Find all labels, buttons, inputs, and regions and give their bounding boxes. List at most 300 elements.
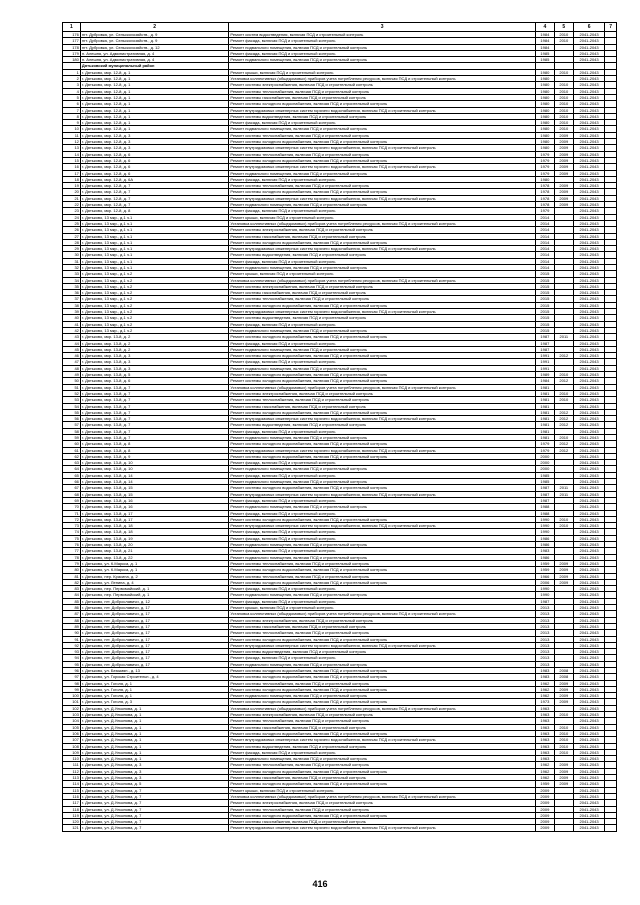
row-number: 67 — [63, 485, 81, 491]
work-type-cell: Ремонт системы теплоснабжения, включая ПСД и строительный контроль — [229, 132, 535, 138]
build-year-cell: 2009 — [535, 806, 554, 812]
repair-period-cell: 2041-2043 — [573, 598, 605, 604]
repair-period-cell: 2041-2043 — [573, 510, 605, 516]
row-number: 103 — [63, 712, 81, 718]
row-number: 117 — [63, 800, 81, 806]
work-type-cell: Установка коллективных (общедомовых) приборов учета потребления ресурсов, включая ПСД и строительный контроль — [229, 793, 535, 799]
repair-period-cell: 2041-2043 — [573, 384, 605, 390]
work-type-cell: Ремонт системы газоснабжения, включая ПСД и строительный контроль — [229, 94, 535, 100]
build-year-cell: 2014 — [535, 214, 554, 220]
repair-period-cell: 2041-2043 — [573, 781, 605, 787]
build-year-cell: 1980 — [535, 69, 554, 75]
build-year-cell: 1985 — [535, 50, 554, 56]
work-type-cell: Ремонт системы теплоснабжения, включая ПСД и строительный контроль — [229, 718, 535, 724]
row-number: 12 — [63, 139, 81, 145]
build-year-cell: 1980 — [535, 126, 554, 132]
work-type-cell: Ремонт фасада, включая ПСД и строительный контроль — [229, 50, 535, 56]
row-number: 15 — [63, 157, 81, 163]
address-cell: г. Дятьково, ул. Д.Ульянова, д. 7 — [80, 825, 229, 831]
row-number: 53 — [63, 397, 81, 403]
address-cell: г. Дятьково, мкр. 13-й, д. 8 — [80, 447, 229, 453]
last-repair-year-cell: 2009 — [554, 699, 573, 705]
repair-period-cell: 2041-2043 — [573, 227, 605, 233]
build-year-cell: 1980 — [535, 132, 554, 138]
last-repair-year-cell: 2009 — [554, 686, 573, 692]
row-number: 86 — [63, 605, 81, 611]
last-repair-year-cell: 2010 — [554, 435, 573, 441]
address-cell: г. Дятьково, мкр. 12-й, д. 7 — [80, 195, 229, 201]
row-number: 29 — [63, 246, 81, 252]
repair-period-cell: 2041-2043 — [573, 283, 605, 289]
build-year-cell: 2015 — [535, 277, 554, 283]
address-cell: г. Дятьково, пгт. Доброславичи, д. 17 — [80, 655, 229, 661]
work-type-cell: Ремонт подвального помещения, включая ПСД и строительный контроль — [229, 327, 535, 333]
build-year-cell: 1987 — [535, 491, 554, 497]
build-year-cell: 2015 — [535, 315, 554, 321]
address-cell: г. Дятьково, мкр. 12-й, д. 6 — [80, 151, 229, 157]
address-cell: г. Дятьково, ул. Гоголя, д. 1 — [80, 693, 229, 699]
address-cell: г. Дятьково, мкр. 13-й, д. 18 — [80, 523, 229, 529]
work-type-cell: Установка коллективных (общедомовых) приборов учета потребления ресурсов, включая ПСД и строительный контроль — [229, 384, 535, 390]
address-cell: пгт. Дубровка, ул. Сельскохозяйств., д. 9 — [80, 32, 229, 38]
build-year-cell: 1963 — [535, 749, 554, 755]
work-type-cell: Ремонт фасада, включая ПСД и строительный контроль — [229, 258, 535, 264]
last-repair-year-cell: 2008 — [554, 667, 573, 673]
work-type-cell: Ремонт крыши, включая ПСД и строительный контроль — [229, 271, 535, 277]
address-cell: г. Дятьково, мкр. 12-й, д. 3 — [80, 145, 229, 151]
repair-period-cell: 2041-2043 — [573, 139, 605, 145]
last-repair-year-cell: 2009 — [554, 775, 573, 781]
work-type-cell: Ремонт системы теплоснабжения, включая ПСД и строительный контроль — [229, 680, 535, 686]
address-cell: пгт. Дубровка, ул. Сельскохозяйств., д. 9 — [80, 38, 229, 44]
repair-period-cell: 2041-2043 — [573, 586, 605, 592]
address-cell: г. Дятьково, ул. Д.Ульянова, д. 1 — [80, 705, 229, 711]
header-col-3: 3 — [229, 23, 535, 32]
address-cell: г. Дятьково, мкр. 13-й, д. 17 — [80, 510, 229, 516]
row-number: 101 — [63, 699, 81, 705]
row-number: 56 — [63, 416, 81, 422]
build-year-cell: 1981 — [535, 422, 554, 428]
address-cell: г. Дятьково, ул. Безымян., д. 13 — [80, 667, 229, 673]
address-cell: г. Дятьково, мкр. 12-й, д. 8 — [80, 208, 229, 214]
work-type-cell: Ремонт подвального помещения, включая ПСД и строительный контроль — [229, 170, 535, 176]
repair-period-cell: 2041-2043 — [573, 246, 605, 252]
repair-period-cell: 2041-2043 — [573, 762, 605, 768]
last-repair-year-cell: 2009 — [554, 195, 573, 201]
last-repair-year-cell: 2008 — [554, 674, 573, 680]
work-type-cell: Ремонт системы холодного водоснабжения, включая ПСД и строительный контроль — [229, 667, 535, 673]
repair-period-cell: 2041-2043 — [573, 743, 605, 749]
repair-period-cell: 2041-2043 — [573, 825, 605, 831]
row-number: 59 — [63, 435, 81, 441]
build-year-cell: 1990 — [535, 523, 554, 529]
address-cell: г. Дятьково, мкр. 13-й, д. 14 — [80, 479, 229, 485]
build-year-cell: 1983 — [535, 548, 554, 554]
work-type-cell: Ремонт системы газоснабжения, включая ПСД и строительный контроль — [229, 775, 535, 781]
repair-period-cell: 2041-2043 — [573, 176, 605, 182]
build-year-cell: 2014 — [535, 258, 554, 264]
address-cell: г. Дятьково, мкр. 13-й, д. 15 — [80, 485, 229, 491]
row-number: 5 — [63, 94, 81, 100]
work-type-cell: Ремонт системы теплоснабжения, включая ПСД и строительный контроль — [229, 560, 535, 566]
last-repair-year-cell: 2009 — [554, 680, 573, 686]
build-year-cell: 2014 — [535, 252, 554, 258]
build-year-cell: 1963 — [535, 724, 554, 730]
address-cell: г. Дятьково, мкр. 12-й, д. 6 — [80, 157, 229, 163]
address-cell: г. Дятьково, ул. Д.Ульянова, д. 1 — [80, 749, 229, 755]
repair-period-cell: 2041-2043 — [573, 712, 605, 718]
work-type-cell: Ремонт фасада, включая ПСД и строительный контроль — [229, 176, 535, 182]
work-type-cell: Ремонт внутридомовых инженерных систем горячего водоснабжения, включая ПСД и строительный контроль — [229, 737, 535, 743]
build-year-cell: 2009 — [535, 819, 554, 825]
row-number: 95 — [63, 661, 81, 667]
build-year-cell: 1962 — [535, 762, 554, 768]
work-type-cell: Ремонт системы электроснабжения, включая ПСД и строительный контроль — [229, 712, 535, 718]
address-cell: г. Дятьково, 13 мкр., д.1 ч.2 — [80, 315, 229, 321]
address-cell: г. Дятьково, пгт. Доброславичи, д. 17 — [80, 605, 229, 611]
address-cell: г. Дятьково, пгт. Доброславичи, д. 17 — [80, 642, 229, 648]
build-year-cell: 2014 — [535, 239, 554, 245]
last-repair-year-cell: 2010 — [554, 32, 573, 38]
build-year-cell: 2014 — [535, 220, 554, 226]
work-type-cell: Установка коллективных (общедомовых) приборов учета потребления ресурсов, включая ПСД и строительный контроль — [229, 277, 535, 283]
work-type-cell: Ремонт системы электроснабжения, включая ПСД и строительный контроль — [229, 800, 535, 806]
repair-period-cell: 2041-2043 — [573, 397, 605, 403]
address-cell: г. Дятьково, 13 мкр., д.1 ч.1 — [80, 233, 229, 239]
address-cell: г. Дятьково, пгт. Доброславичи, д. 12 — [80, 598, 229, 604]
row-number: 23 — [63, 208, 81, 214]
build-year-cell: 1986 — [535, 535, 554, 541]
work-type-cell: Ремонт фасада, включая ПСД и строительный контроль — [229, 359, 535, 365]
build-year-cell: 2015 — [535, 321, 554, 327]
work-type-cell: Ремонт системы газоснабжения, включая ПСД и строительный контроль — [229, 403, 535, 409]
work-type-cell: Ремонт системы холодного водоснабжения, включая ПСД и строительный контроль — [229, 674, 535, 680]
repair-period-cell: 2041-2043 — [573, 674, 605, 680]
work-type-cell: Ремонт внутридомовых инженерных систем горячего водоснабжения, включая ПСД и строительный контроль — [229, 309, 535, 315]
work-type-cell: Ремонт системы холодного водоснабжения, включая ПСД и строительный контроль — [229, 334, 535, 340]
repair-period-cell: 2041-2043 — [573, 340, 605, 346]
repair-period-cell: 2041-2043 — [573, 730, 605, 736]
work-type-cell: Ремонт системы электроснабжения, включая ПСД и строительный контроль — [229, 283, 535, 289]
page-number: 416 — [312, 879, 328, 889]
row-number: 115 — [63, 787, 81, 793]
work-type-cell: Ремонт системы холодного водоснабжения, включая ПСД и строительный контроль — [229, 409, 535, 415]
work-type-cell: Ремонт внутридомовых инженерных систем горячего водоснабжения, включая ПСД и строительный контроль — [229, 447, 535, 453]
work-type-cell: Ремонт системы водоотведения, включая ПСД и строительный контроль — [229, 422, 535, 428]
address-cell: г. Дятьково, мкр. 12-й, д. 1 — [80, 101, 229, 107]
repair-period-cell: 2041-2043 — [573, 302, 605, 308]
last-repair-year-cell: 2009 — [554, 132, 573, 138]
work-type-cell: Ремонт систем водоотведения, включая ПСД и строительный контроль — [229, 32, 535, 38]
row-number: 38 — [63, 302, 81, 308]
repair-period-cell: 2041-2043 — [573, 667, 605, 673]
address-cell: г. Дятьково, ул. Ленина, д. 4 — [80, 579, 229, 585]
repair-period-cell: 2041-2043 — [573, 800, 605, 806]
build-year-cell: 1981 — [535, 416, 554, 422]
build-year-cell: 1979 — [535, 208, 554, 214]
build-year-cell: 1959 — [535, 781, 554, 787]
work-type-cell: Ремонт системы холодного водоснабжения, включая ПСД и строительный контроль — [229, 686, 535, 692]
work-type-cell: Ремонт системы теплоснабжения, включая ПСД и строительный контроль — [229, 296, 535, 302]
build-year-cell: 1981 — [535, 390, 554, 396]
build-year-cell: 2013 — [535, 630, 554, 636]
build-year-cell: 2013 — [535, 655, 554, 661]
work-type-cell: Ремонт внутридомовых инженерных систем горячего водоснабжения, включая ПСД и строительный контроль — [229, 825, 535, 831]
row-number: 31 — [63, 258, 81, 264]
build-year-cell: 2015 — [535, 327, 554, 333]
repair-period-cell: 2041-2043 — [573, 567, 605, 573]
row-number: 119 — [63, 812, 81, 818]
address-cell: г. Дятьково, мкр. 12-й, д. 6 — [80, 170, 229, 176]
last-repair-year-cell: 2010 — [554, 101, 573, 107]
row-number: 11 — [63, 132, 81, 138]
work-type-cell: Установка коллективных (общедомовых) приборов учета потребления ресурсов, включая ПСД и строительный контроль — [229, 705, 535, 711]
work-type-cell: Ремонт системы холодного водоснабжения, включая ПСД и строительный контроль — [229, 516, 535, 522]
repair-period-cell: 2041-2043 — [573, 516, 605, 522]
repair-period-cell: 2041-2043 — [573, 359, 605, 365]
repair-period-cell: 2041-2043 — [573, 403, 605, 409]
row-number: 2 — [63, 76, 81, 82]
address-cell: г. Дятьково, мкр. 13-й, д. 8 — [80, 441, 229, 447]
address-cell: п. Алешня, ул. Административная, д. 4 — [80, 50, 229, 56]
work-type-cell: Ремонт системы холодного водоснабжения, включая ПСД и строительный контроль — [229, 567, 535, 573]
build-year-cell: 1990 — [535, 516, 554, 522]
build-year-cell: 1984 — [535, 38, 554, 44]
address-cell: г. Дятьково, пгт. Доброславичи, д. 17 — [80, 649, 229, 655]
address-cell: г. Дятьково, мкр. 13-й, д. 5 — [80, 372, 229, 378]
build-year-cell: 2000 — [535, 460, 554, 466]
build-year-cell: 1978 — [535, 202, 554, 208]
build-year-cell: 1987 — [535, 497, 554, 503]
address-cell: г. Дятьково, мкр. 13-й, д. 7 — [80, 397, 229, 403]
repair-period-cell: 2041-2043 — [573, 718, 605, 724]
work-type-cell: Ремонт подвального помещения, включая ПСД и строительный контроль — [229, 756, 535, 762]
work-type-cell: Ремонт системы холодного водоснабжения, включая ПСД и строительный контроль — [229, 139, 535, 145]
last-repair-year-cell: 2009 — [554, 151, 573, 157]
build-year-cell: 1980 — [535, 82, 554, 88]
work-type-cell: Ремонт системы холодного водоснабжения, включая ПСД и строительный контроль — [229, 781, 535, 787]
row-number: 85 — [63, 598, 81, 604]
build-year-cell: 2009 — [535, 812, 554, 818]
row-number: 66 — [63, 479, 81, 485]
build-year-cell: 1963 — [535, 743, 554, 749]
repair-period-cell: 2041-2043 — [573, 145, 605, 151]
build-year-cell: 1980 — [535, 107, 554, 113]
build-year-cell: 1986 — [535, 542, 554, 548]
address-cell: г. Дятьково, 13 мкр., д.1 ч.1 — [80, 239, 229, 245]
build-year-cell: 2013 — [535, 617, 554, 623]
work-type-cell: Ремонт подвального помещения, включая ПСД и строительный контроль — [229, 479, 535, 485]
repair-period-cell: 2041-2043 — [573, 617, 605, 623]
repair-period-cell: 2041-2043 — [573, 327, 605, 333]
build-year-cell: 1985 — [535, 57, 554, 63]
repair-period-cell: 2041-2043 — [573, 353, 605, 359]
row-number: 110 — [63, 756, 81, 762]
build-year-cell: 1987 — [535, 340, 554, 346]
work-type-cell: Ремонт фасада, включая ПСД и строительный контроль — [229, 208, 535, 214]
row-number: 10 — [63, 126, 81, 132]
work-type-cell: Ремонт фасада, включая ПСД и строительный контроль — [229, 655, 535, 661]
repair-period-cell: 2041-2043 — [573, 113, 605, 119]
work-type-cell: Ремонт системы холодного водоснабжения, включая ПСД и строительный контроль — [229, 636, 535, 642]
repair-period-cell: 2041-2043 — [573, 435, 605, 441]
row-number: 22 — [63, 202, 81, 208]
repair-period-cell: 2041-2043 — [573, 252, 605, 258]
address-cell: г. Дятьково, ул. Гоголя, д. 1 — [80, 686, 229, 692]
row-number: 108 — [63, 743, 81, 749]
row-number: 106 — [63, 730, 81, 736]
row-number: 179 — [63, 50, 81, 56]
work-type-cell: Ремонт системы холодного водоснабжения, включая ПСД и строительный контроль — [229, 453, 535, 459]
header-col-5: 5 — [554, 23, 573, 32]
repair-period-cell: 2041-2043 — [573, 372, 605, 378]
repair-period-cell: 2041-2043 — [573, 768, 605, 774]
row-number: 54 — [63, 403, 81, 409]
build-year-cell: 2000 — [535, 453, 554, 459]
build-year-cell: 1962 — [535, 768, 554, 774]
work-type-cell: Ремонт системы холодного водоснабжения, включая ПСД и строительный контроль — [229, 812, 535, 818]
last-repair-year-cell: 2010 — [554, 724, 573, 730]
repair-period-cell: 2041-2043 — [573, 523, 605, 529]
work-type-cell: Установка коллективных (общедомовых) приборов учета потребления ресурсов, включая ПСД и строительный контроль — [229, 611, 535, 617]
repair-period-cell: 2041-2043 — [573, 214, 605, 220]
build-year-cell: 1962 — [535, 686, 554, 692]
repair-period-cell: 2041-2043 — [573, 630, 605, 636]
build-year-cell: 1980 — [535, 113, 554, 119]
row-number: 8 — [63, 113, 81, 119]
last-repair-year-cell: 2010 — [554, 390, 573, 396]
build-year-cell: 1984 — [535, 32, 554, 38]
work-type-cell: Ремонт системы электроснабжения, включая ПСД и строительный контроль — [229, 390, 535, 396]
repair-period-cell: 2041-2043 — [573, 472, 605, 478]
work-type-cell: Ремонт подвального помещения, включая ПСД и строительный контроль — [229, 126, 535, 132]
row-number: 58 — [63, 428, 81, 434]
last-repair-year-cell: 2010 — [554, 94, 573, 100]
address-cell: г. Дятьково, мкр. 13-й, д. 7 — [80, 403, 229, 409]
work-type-cell: Ремонт системы холодного водоснабжения, включая ПСД и строительный контроль — [229, 730, 535, 736]
work-type-cell: Ремонт системы электроснабжения, включая ПСД и строительный контроль — [229, 82, 535, 88]
row-number: 64 — [63, 466, 81, 472]
repair-period-cell: 2041-2043 — [573, 535, 605, 541]
header-col-6: 6 — [573, 23, 605, 32]
build-year-cell: 1962 — [535, 693, 554, 699]
row-number: 76 — [63, 542, 81, 548]
repair-period-cell: 2041-2043 — [573, 661, 605, 667]
repair-period-cell: 2041-2043 — [573, 756, 605, 762]
row-number: 87 — [63, 611, 81, 617]
repair-period-cell: 2041-2043 — [573, 334, 605, 340]
row-number: 105 — [63, 724, 81, 730]
address-cell: г. Дятьково, ул. Д.Ульянова, д. 1 — [80, 712, 229, 718]
repair-period-cell: 2041-2043 — [573, 655, 605, 661]
row-number: 1 — [63, 69, 81, 75]
work-type-cell: Ремонт внутридомовых инженерных систем горячего водоснабжения, включая ПСД и строительный контроль — [229, 642, 535, 648]
work-type-cell: Ремонт фасада, включая ПСД и строительный контроль — [229, 340, 535, 346]
build-year-cell: 1981 — [535, 397, 554, 403]
address-cell: г. Дятьково, мкр. 13-й, д. 19 — [80, 535, 229, 541]
last-repair-year-cell: 2010 — [554, 712, 573, 718]
row-number: 42 — [63, 327, 81, 333]
build-year-cell: 1978 — [535, 195, 554, 201]
row-number: 116 — [63, 793, 81, 799]
work-type-cell: Ремонт фасада, включая ПСД и строительный контроль — [229, 497, 535, 503]
address-cell: г. Дятьково, пер. Первомайский, д. 1 — [80, 592, 229, 598]
address-cell: г. Дятьково, мкр. 12-й, д. 1 — [80, 120, 229, 126]
work-type-cell: Ремонт внутридомовых инженерных систем горячего водоснабжения, включая ПСД и строительный контроль — [229, 416, 535, 422]
address-cell: г. Дятьково, мкр. 13-й, д. 22 — [80, 554, 229, 560]
build-year-cell: 1980 — [535, 176, 554, 182]
build-year-cell: 2006 — [535, 579, 554, 585]
address-cell: г. Дятьково, мкр. 12-й, д. 1 — [80, 82, 229, 88]
row-number: 84 — [63, 592, 81, 598]
repair-period-cell: 2041-2043 — [573, 126, 605, 132]
row-number: 180 — [63, 57, 81, 63]
row-number: 83 — [63, 586, 81, 592]
repair-period-cell: 2041-2043 — [573, 497, 605, 503]
work-type-cell: Ремонт системы газоснабжения, включая ПСД и строительный контроль — [229, 290, 535, 296]
repair-period-cell: 2041-2043 — [573, 132, 605, 138]
repair-period-cell: 2041-2043 — [573, 321, 605, 327]
build-year-cell: 2015 — [535, 290, 554, 296]
row-number: 24 — [63, 214, 81, 220]
address-cell: г. Дятьково, пгт. Доброславичи, д. 17 — [80, 636, 229, 642]
work-type-cell: Ремонт подвального помещения, включая ПСД и строительный контроль — [229, 435, 535, 441]
repair-period-cell: 2041-2043 — [573, 806, 605, 812]
row-number: 30 — [63, 252, 81, 258]
build-year-cell: 1990 — [535, 586, 554, 592]
repair-period-cell: 2041-2043 — [573, 447, 605, 453]
address-cell: г. Дятьково, ул. К.Маркса, д. 1 — [80, 567, 229, 573]
build-year-cell: 1963 — [535, 705, 554, 711]
work-type-cell: Ремонт системы холодного водоснабжения, включая ПСД и строительный контроль — [229, 768, 535, 774]
last-repair-year-cell: 2010 — [554, 120, 573, 126]
repair-period-cell: 2041-2043 — [573, 220, 605, 226]
work-type-cell: Ремонт внутридомовых инженерных систем горячего водоснабжения, включая ПСД и строительный контроль — [229, 491, 535, 497]
build-year-cell: 2013 — [535, 661, 554, 667]
row-number: 69 — [63, 497, 81, 503]
address-cell: п. Алешня, ул. Административная, д. 4 — [80, 57, 229, 63]
repair-period-cell: 2041-2043 — [573, 649, 605, 655]
address-cell: г. Дятьково, 13 мкр., д.1 ч.2 — [80, 327, 229, 333]
row-number: 75 — [63, 535, 81, 541]
row-number: 34 — [63, 277, 81, 283]
work-type-cell: Ремонт системы теплоснабжения, включая ПСД и строительный контроль — [229, 88, 535, 94]
row-number: 81 — [63, 573, 81, 579]
work-type-cell: Ремонт внутридомовых инженерных систем горячего водоснабжения, включая ПСД и строительный контроль — [229, 145, 535, 151]
build-year-cell: 1979 — [535, 441, 554, 447]
repair-period-cell: 2041-2043 — [573, 560, 605, 566]
last-repair-year-cell: 2010 — [554, 82, 573, 88]
repair-period-cell: 2041-2043 — [573, 271, 605, 277]
row-number: 47 — [63, 359, 81, 365]
row-number: 6 — [63, 101, 81, 107]
repair-period-cell: 2041-2043 — [573, 94, 605, 100]
work-type-cell: Ремонт внутридомовых инженерных систем горячего водоснабжения, включая ПСД и строительный контроль — [229, 164, 535, 170]
last-repair-year-cell: 2010 — [554, 523, 573, 529]
last-repair-year-cell: 2009 — [554, 157, 573, 163]
repair-period-cell: 2041-2043 — [573, 195, 605, 201]
repair-period-cell: 2041-2043 — [573, 38, 605, 44]
work-type-cell: Ремонт фасада, включая ПСД и строительный контроль — [229, 548, 535, 554]
repair-period-cell: 2041-2043 — [573, 32, 605, 38]
address-cell: г. Дятьково, мкр. 12-й, д. 1 — [80, 88, 229, 94]
last-repair-year-cell: 2012 — [554, 353, 573, 359]
address-cell: г. Дятьково, ул. Д.Ульянова, д. 3 — [80, 775, 229, 781]
work-type-cell: Ремонт внутридомовых инженерных систем горячего водоснабжения, включая ПСД и строительный контроль — [229, 195, 535, 201]
repair-period-cell: 2041-2043 — [573, 88, 605, 94]
row-number: 62 — [63, 453, 81, 459]
last-repair-year-cell: 2009 — [554, 170, 573, 176]
